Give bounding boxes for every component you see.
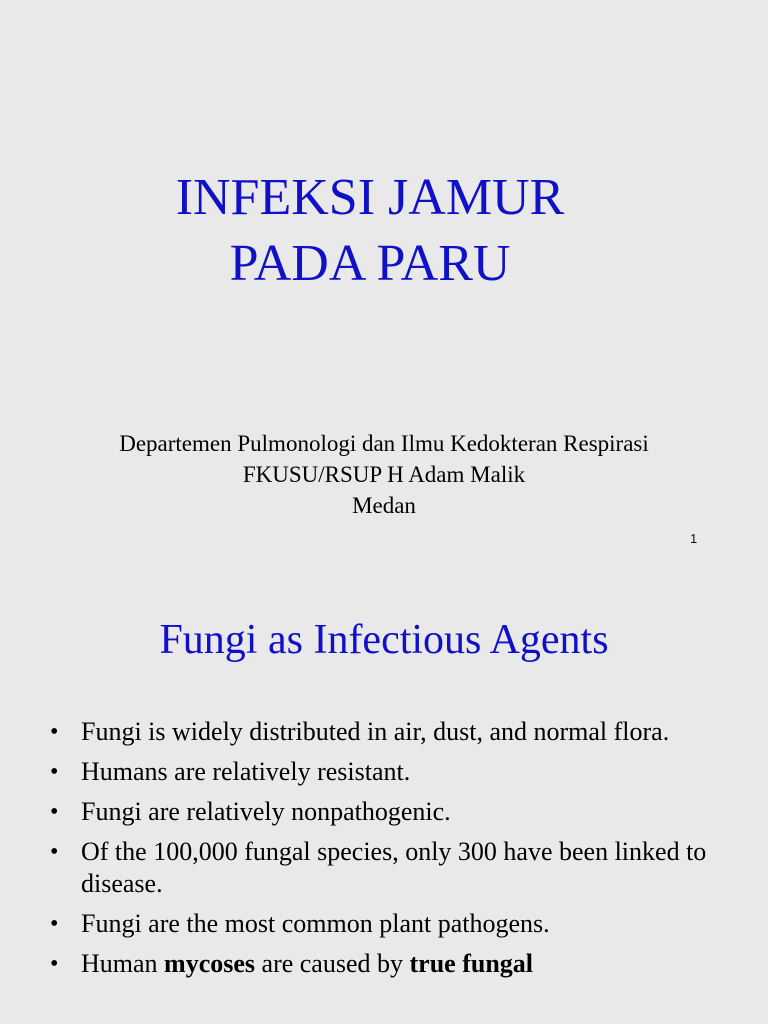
bullet-text	[81, 949, 533, 978]
bullet-icon: •	[50, 951, 59, 977]
subtitle-line-2: FKUSU/RSUP H Adam Malik	[242, 462, 526, 487]
slide-subtitle	[0, 428, 768, 521]
list-item	[0, 796, 768, 828]
content-slide	[0, 560, 768, 1024]
list-item	[0, 756, 768, 788]
slide-title	[0, 165, 754, 297]
bullet-icon: •	[50, 911, 59, 937]
subtitle-line-3: Medan	[352, 493, 416, 518]
bullet-text-bold: mycoses	[164, 949, 256, 978]
subtitle-line-1: Departemen Pulmonologi dan Ilmu Kedokteran Respirasi	[119, 431, 649, 456]
bullet-icon: •	[50, 839, 59, 865]
list-item	[0, 948, 768, 980]
bullet-list	[0, 716, 768, 988]
bullet-icon: •	[50, 759, 59, 785]
bullet-text-bold: true fungal	[409, 949, 534, 978]
bullet-text-part: Human	[81, 949, 165, 978]
list-item	[0, 716, 768, 748]
bullet-text: Fungi are relatively nonpathogenic.	[81, 797, 451, 826]
page-number: 1	[690, 531, 698, 546]
list-item	[0, 908, 768, 940]
bullet-text: Fungi are the most common plant pathogens.	[81, 909, 550, 938]
bullet-icon: •	[50, 799, 59, 825]
bullet-text-part: are caused by	[255, 949, 410, 978]
title-line-1: INFEKSI JAMUR	[175, 169, 565, 226]
slide-title: Fungi as Infectious Agents	[159, 617, 609, 663]
title-line-2: PADA PARU	[229, 235, 511, 292]
bullet-icon: •	[50, 719, 59, 745]
bullet-text: Humans are relatively resistant.	[81, 757, 411, 786]
bullet-text: Fungi is widely distributed in air, dust, and normal flora.	[81, 717, 670, 746]
list-item	[0, 836, 768, 900]
bullet-text: Of the 100,000 fungal species, only 300 have been linked to disease.	[81, 837, 707, 898]
